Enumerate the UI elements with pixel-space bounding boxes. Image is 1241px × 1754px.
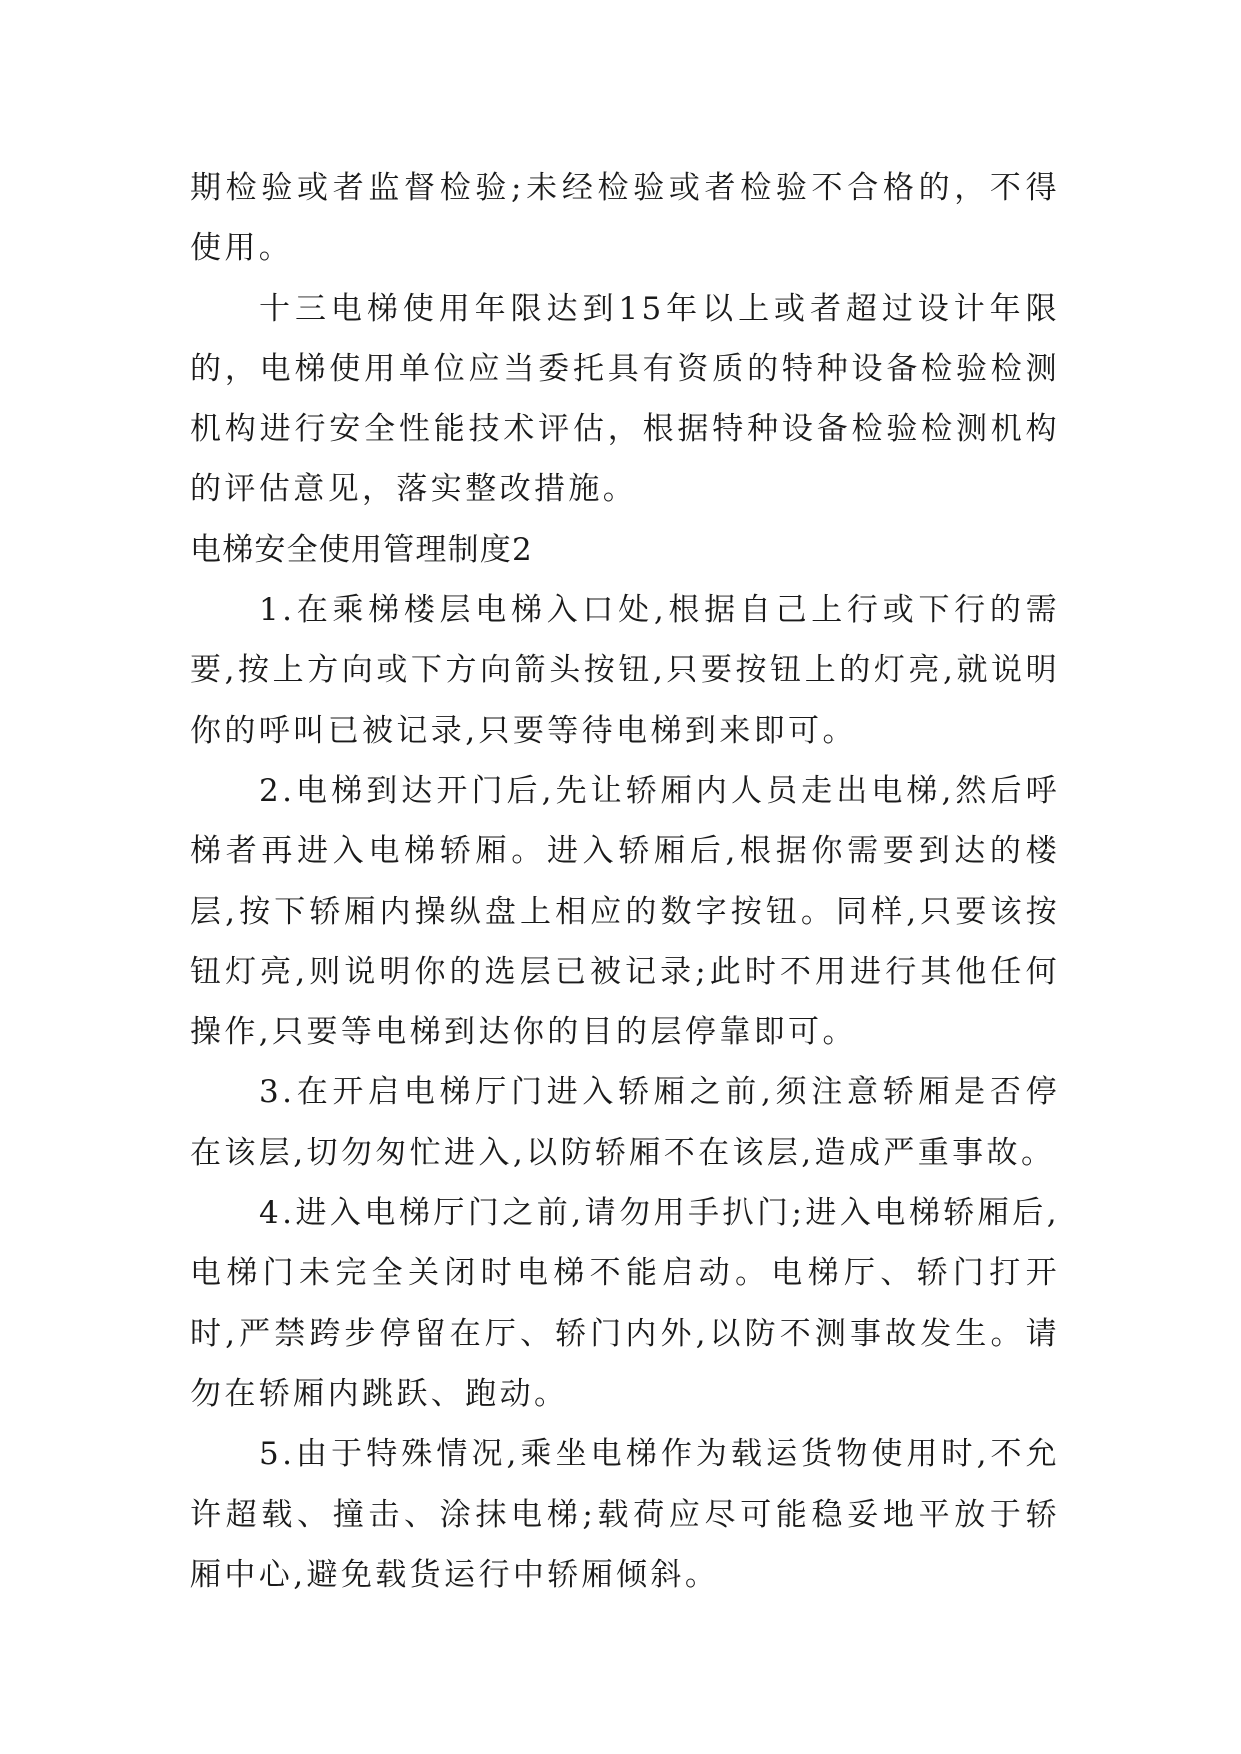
paragraph-item-13: 十三电梯使用年限达到15年以上或者超过设计年限的，电梯使用单位应当委托具有资质的特种设备检验检测机构进行安全性能技术评估，根据特种设备检验检测机构的评估意见，落实整改措施。 (190, 290, 1060, 508)
paragraph-rule-1: 1.在乘梯楼层电梯入口处,根据自己上行或下行的需要,按上方向或下方向箭头按钮,只要按钮上的灯亮,就说明你的呼叫已被记录,只要等待电梯到来即可。 (190, 592, 1060, 749)
paragraph-rule-2: 2.电梯到达开门后,先让轿厢内人员走出电梯,然后呼梯者再进入电梯轿厢。进入轿厢后,根据你需要到达的楼层,按下轿厢内操纵盘上相应的数字按钮。同样,只要该按钮灯亮,则说明你的选层已被记录;此时不用进行其他任何操作,只要等电梯到达你的目的层停靠即可。 (190, 772, 1060, 1051)
section-heading: 电梯安全使用管理制度2 (190, 531, 533, 568)
paragraph-inspection-continued: 期检验或者监督检验;未经检验或者检验不合格的，不得使用。 (190, 170, 1060, 267)
paragraph-rule-4: 4.进入电梯厅门之前,请勿用手扒门;进入电梯轿厢后,电梯门未完全关闭时电梯不能启动。电梯厅、轿门打开时,严禁跨步停留在厅、轿门内外,以防不测事故发生。请勿在轿厢内跳跃、跑动。 (190, 1195, 1060, 1412)
document-body (190, 158, 1060, 1605)
paragraph-rule-3: 3.在开启电梯厅门进入轿厢之前,须注意轿厢是否停在该层,切勿匆忙进入,以防轿厢不在该层,造成严重事故。 (190, 1074, 1060, 1171)
paragraph-rule-5: 5.由于特殊情况,乘坐电梯作为载运货物使用时,不允许超载、撞击、涂抹电梯;载荷应尽可能稳妥地平放于轿厢中心,避免载货运行中轿厢倾斜。 (190, 1436, 1060, 1593)
